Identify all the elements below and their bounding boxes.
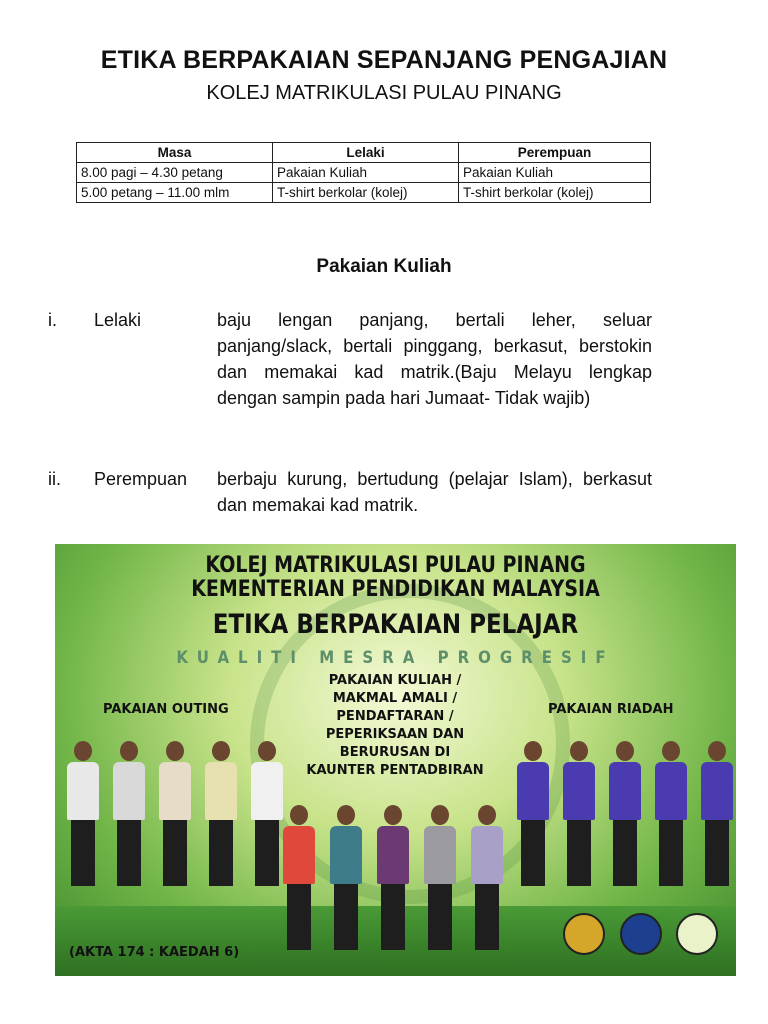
item-description: berbaju kurung, bertudung (pelajar Islam), berkasut dan memakai kad matrik. xyxy=(217,469,652,515)
label-kuliah: PAKAIAN KULIAH / MAKMAL AMALI / PENDAFTARAN / PEPERIKSAAN DAN BERURUSAN DI KAUNTER PENTADBIRAN xyxy=(306,673,484,778)
item-label: Perempuan xyxy=(94,469,188,489)
table-cell: Pakaian Kuliah xyxy=(273,163,459,183)
student-figure xyxy=(251,741,283,886)
student-figure xyxy=(471,805,503,950)
logo-row xyxy=(553,913,718,960)
poster-title-line2: KEMENTERIAN PENDIDIKAN MALAYSIA xyxy=(191,576,600,602)
student-figure xyxy=(283,805,315,950)
student-figure xyxy=(563,741,595,886)
item-label: Lelaki xyxy=(94,310,142,330)
label-outing: PAKAIAN OUTING xyxy=(103,702,229,717)
student-figure xyxy=(377,805,409,950)
table-cell: 5.00 petang – 11.00 mlm xyxy=(77,183,273,203)
schedule-table xyxy=(76,142,651,203)
student-figure xyxy=(609,741,641,886)
student-figure xyxy=(113,741,145,886)
table-row xyxy=(77,183,651,203)
poster-footnote: (AKTA 174 : KAEDAH 6) xyxy=(69,945,240,960)
poster-title-line3: ETIKA BERPAKAIAN PELAJAR xyxy=(212,610,579,640)
list-item xyxy=(48,307,652,411)
student-figure xyxy=(701,741,733,886)
table-header-row xyxy=(77,143,651,163)
table-cell: Pakaian Kuliah xyxy=(459,163,651,183)
column-header: Lelaki xyxy=(273,143,459,163)
column-header: Perempuan xyxy=(459,143,651,163)
item-description: baju lengan panjang, bertali leher, seluar panjang/slack, bertali pinggang, berkasut, berstokin dan memakai kad matrik.(Baju Melayu lengkap dengan sampin pada hari Jumaat- Tidak wajib) xyxy=(217,310,652,408)
ministry-logo-icon xyxy=(620,913,662,955)
label-riadah: PAKAIAN RIADAH xyxy=(548,702,674,717)
student-figure xyxy=(330,805,362,950)
poster-motto: KUALITI MESRA PROGRESIF xyxy=(176,646,615,668)
student-figure xyxy=(655,741,687,886)
page-subtitle: KOLEJ MATRIKULASI PULAU PINANG xyxy=(206,82,562,104)
item-number: ii. xyxy=(48,469,61,489)
student-figure xyxy=(159,741,191,886)
college-logo-icon xyxy=(676,913,718,955)
table-cell: T-shirt berkolar (kolej) xyxy=(273,183,459,203)
table-cell: T-shirt berkolar (kolej) xyxy=(459,183,651,203)
dress-code-poster xyxy=(55,544,736,976)
student-figure xyxy=(67,741,99,886)
table-cell: 8.00 pagi – 4.30 petang xyxy=(77,163,273,183)
student-figure xyxy=(517,741,549,886)
item-number: i. xyxy=(48,310,57,330)
column-header: Masa xyxy=(77,143,273,163)
table-row xyxy=(77,163,651,183)
page-title: ETIKA BERPAKAIAN SEPANJANG PENGAJIAN xyxy=(100,46,668,74)
malaysia-crest-icon xyxy=(563,913,605,955)
student-figure xyxy=(205,741,237,886)
section-heading: Pakaian Kuliah xyxy=(316,256,452,277)
student-figure xyxy=(424,805,456,950)
poster-title-line1: KOLEJ MATRIKULASI PULAU PINANG xyxy=(205,552,586,578)
list-item xyxy=(48,466,652,518)
